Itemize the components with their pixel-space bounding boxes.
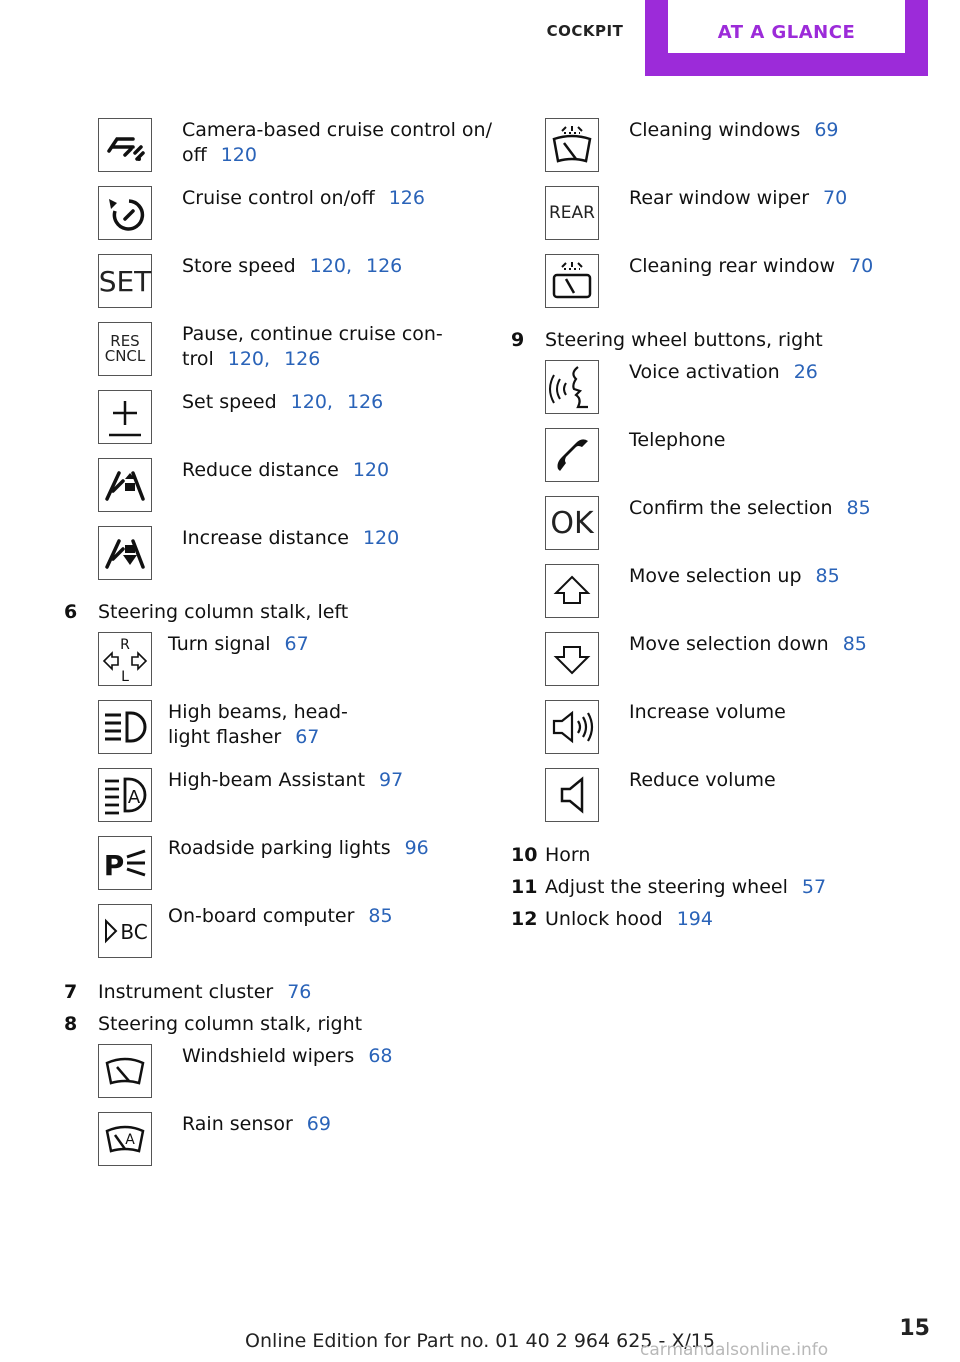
entry-label: Roadside parking lights [168,837,391,859]
entry-label: trol [182,348,214,370]
section-title: Unlock hood [545,908,663,930]
windshield-wiper-icon [98,1044,152,1098]
page-ref-link[interactable]: 69 [814,119,839,141]
header-section-label: COCKPIT [546,22,624,40]
page-number: 15 [899,1316,930,1341]
cleaning-rear-window-icon [545,254,599,308]
entry-pause-continue: RES CNCL Pause, continue cruise con- trol 120, 126 [98,322,498,378]
section-number: 12 [511,908,538,930]
entry-label: Cleaning rear window [629,255,836,277]
rain-sensor-icon [98,1112,152,1166]
rear-wiper-icon: REAR [545,186,599,240]
entry-high-beams [98,700,498,756]
volume-up-icon [545,700,599,754]
entry-high-beam-assistant [98,768,498,824]
entry-increase-volume [545,700,925,756]
section-title: Steering wheel buttons, right [545,329,823,351]
page-ref-link[interactable]: 67 [295,726,320,748]
page-ref-link[interactable]: 26 [793,361,818,383]
entry-rain-sensor [98,1112,498,1168]
entry-label: Cleaning windows [629,119,801,141]
set-icon [98,254,152,308]
entry-label: off [182,144,207,166]
svg-text:L: L [121,669,129,684]
section-title: Steering column stalk, right [98,1013,363,1035]
entry-label: Store speed [182,255,296,277]
camera-cruise-icon [98,118,152,172]
svg-text:R: R [120,637,130,653]
page-ref-link[interactable]: 70 [849,255,874,277]
onboard-computer-icon [98,904,152,958]
plus-minus-icon [98,390,152,444]
section-title: Steering column stalk, left [98,601,349,623]
cleaning-windows-icon [545,118,599,172]
reduce-distance-icon [98,458,152,512]
entry-label: Increase volume [629,701,786,723]
page-ref-link[interactable]: 70 [823,187,848,209]
header-tab-label: AT A GLANCE [717,22,856,43]
entry-camera-cruise [98,118,498,174]
page-ref-link[interactable]: 120 [352,459,390,481]
page-ref-link[interactable]: 68 [368,1045,393,1067]
page-ref-link[interactable]: 69 [306,1113,331,1135]
entry-label: Move selection down [629,633,829,655]
page-ref-link[interactable]: 120 [220,144,257,166]
telephone-icon [545,428,599,482]
entry-move-down [545,632,925,688]
entry-rear-wiper [545,186,925,242]
page-ref-link[interactable]: 126 [388,187,425,209]
res-cncl-icon: RES CNCL [98,322,152,376]
entry-cleaning-windows [545,118,925,174]
svg-text:BC: BC [120,920,148,944]
page-ref-link[interactable]: 76 [287,981,312,1003]
entry-cruise-control [98,186,498,242]
high-beam-icon [98,700,152,754]
entry-telephone [545,428,925,484]
entry-set-speed: Set speed 120, 126 [98,390,498,446]
section-title: Instrument cluster [98,981,274,1003]
section-number: 8 [64,1013,78,1035]
page-ref-link[interactable]: 194 [676,908,713,930]
increase-distance-icon [98,526,152,580]
page-ref-link[interactable]: 126 [284,348,321,370]
entry-voice-activation [545,360,925,416]
section-number: 9 [511,329,525,351]
entry-label: Reduce volume [629,769,776,791]
voice-activation-icon [545,360,599,414]
entry-turn-signal [98,632,498,688]
svg-text:A: A [125,1132,135,1148]
entry-label: Move selection up [629,565,802,587]
page-ref-link[interactable]: 126 [365,255,403,277]
entry-label: Turn signal [168,633,271,655]
entry-label: Windshield wipers [182,1045,355,1067]
entry-label: Telephone [629,429,726,451]
entry-parking-lights [98,836,498,892]
page-ref-link[interactable]: 120 [290,391,327,413]
page-ref-link[interactable]: 126 [346,391,384,413]
entry-label: Increase distance [182,527,349,549]
entry-label: Camera-based cruise control on/ [182,119,492,141]
page-ref-link[interactable]: 85 [368,905,393,927]
entry-reduce-volume [545,768,925,824]
volume-down-icon [545,768,599,822]
ok-icon: OK [545,496,599,550]
section-title: Adjust the steering wheel [545,876,788,898]
page-ref-link[interactable]: 120 [227,348,265,370]
svg-text:P: P [103,849,125,882]
page-ref-link[interactable]: 97 [379,769,404,791]
section-number: 11 [511,876,538,898]
page-ref-link[interactable]: 96 [404,837,429,859]
cruise-control-icon [98,186,152,240]
entry-label: Voice activation [629,361,780,383]
parking-lights-icon [98,836,152,890]
entry-label: light flasher [168,726,282,748]
footer-edition: Online Edition for Part no. 01 40 2 964 625 - X/15 [245,1330,715,1352]
entry-cleaning-rear-window [545,254,925,310]
entry-label: High beams, head- [168,701,348,723]
entry-label: Pause, continue cruise con- [182,323,443,345]
entry-onboard-computer [98,904,498,960]
entry-label: On-board computer [168,905,355,927]
entry-label: Cruise control on/off [182,187,375,209]
page-ref-link[interactable]: 67 [284,633,309,655]
section-number: 10 [511,844,538,866]
entry-windshield-wipers [98,1044,498,1100]
entry-label: Rear window wiper [629,187,810,209]
entry-label: High-beam Assistant [168,769,366,791]
entry-label: Confirm the selection [629,497,833,519]
svg-text:A: A [127,787,141,808]
entry-move-up [545,564,925,620]
page-ref-link[interactable]: 120 [309,255,346,277]
entry-store-speed: SET Store speed 120, 126 [98,254,498,310]
entry-reduce-distance [98,458,498,514]
section-number: 7 [64,981,78,1003]
high-beam-assistant-icon [98,768,152,822]
section-title: Horn [545,844,591,866]
page-ref-link[interactable]: 120 [362,527,400,549]
section-number: 6 [64,601,78,623]
turn-signal-icon [98,632,152,686]
arrow-up-icon [545,564,599,618]
entry-label: Set speed [182,391,277,413]
entry-label: Reduce distance [182,459,339,481]
set-icon-text: SET [98,264,152,298]
entry-increase-distance [98,526,498,582]
entry-confirm-selection [545,496,925,552]
page-ref-link[interactable]: 57 [801,876,827,898]
watermark: carmanualsonline.info [640,1340,829,1360]
page-ref-link[interactable]: 85 [842,633,867,655]
page-ref-link[interactable]: 85 [846,497,871,519]
entry-label: Rain sensor [182,1113,293,1135]
page-ref-link[interactable]: 85 [815,565,840,587]
header-tab [645,0,928,76]
arrow-down-icon [545,632,599,686]
